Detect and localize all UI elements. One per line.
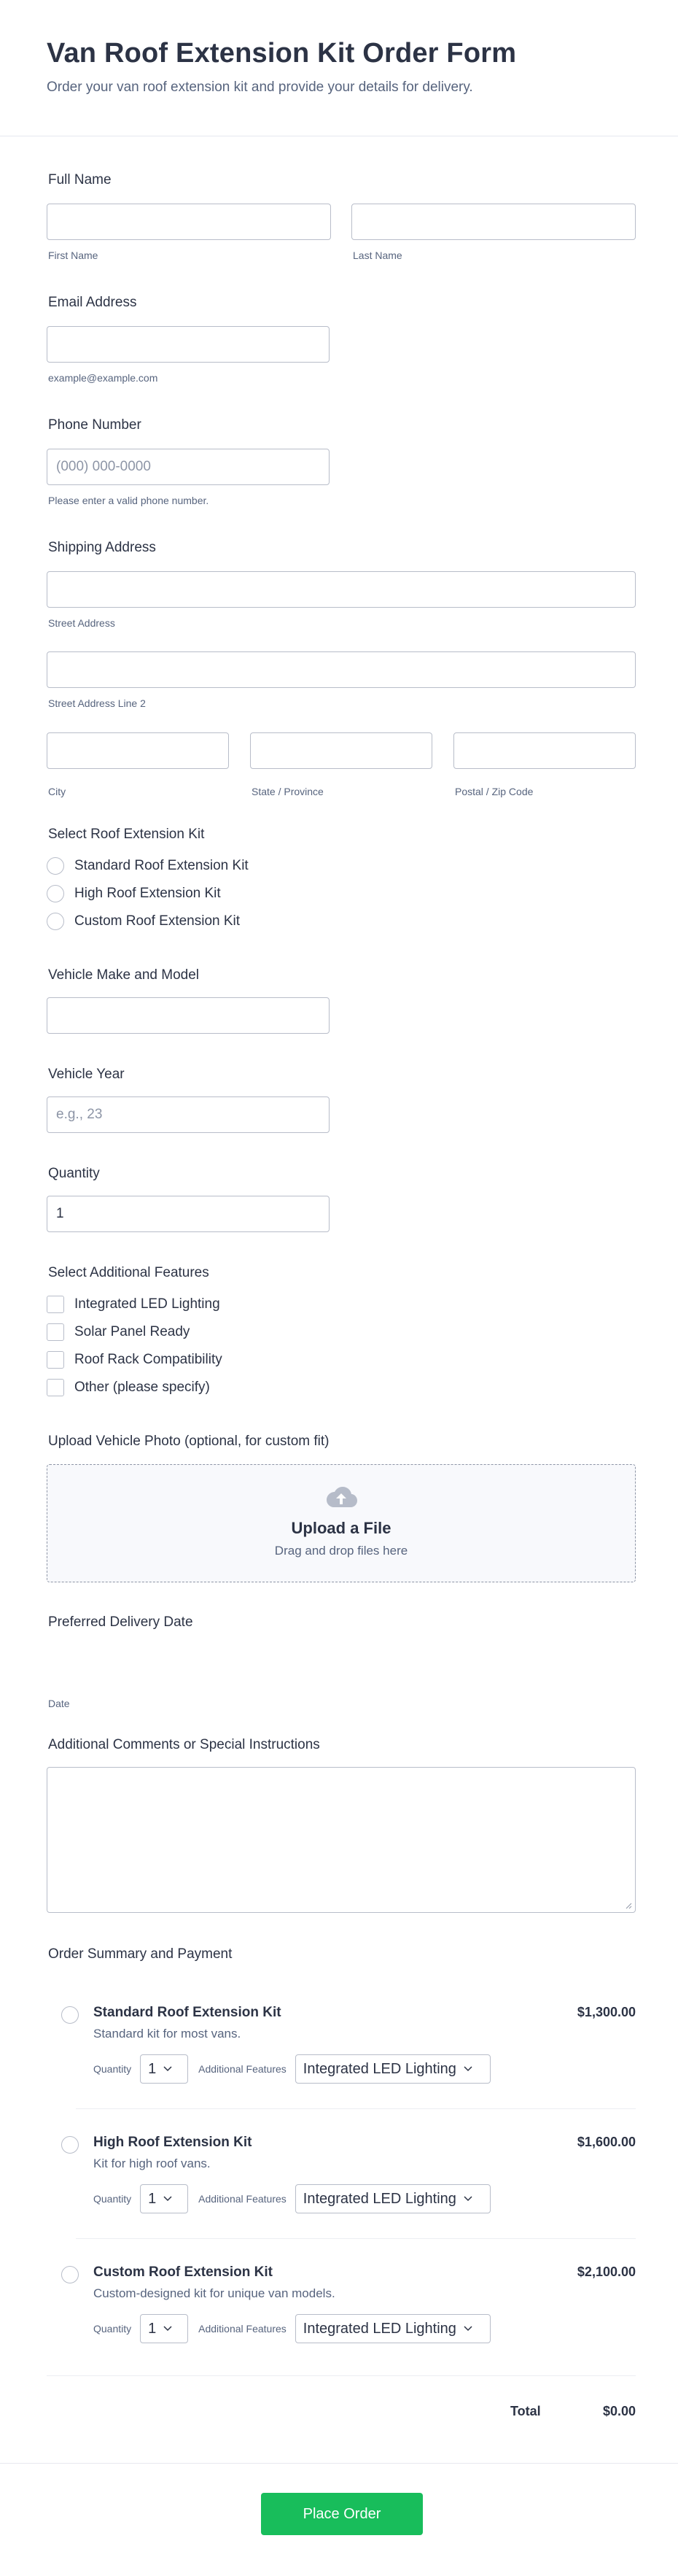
- product-feature-select[interactable]: Integrated LED Lighting: [295, 2314, 491, 2343]
- last-name-sublabel: Last Name: [353, 250, 402, 261]
- product-radio[interactable]: [61, 2006, 79, 2024]
- product-feature-select[interactable]: Integrated LED Lighting: [295, 2184, 491, 2213]
- quantity-option-label: Quantity: [93, 2323, 132, 2335]
- chevron-down-icon: [464, 2066, 472, 2072]
- checkbox[interactable]: [47, 1323, 64, 1341]
- features-option-label: Additional Features: [198, 2323, 287, 2335]
- features-label: Select Additional Features: [48, 1265, 209, 1280]
- product-options: [93, 2314, 491, 2343]
- last-name-input[interactable]: [351, 204, 636, 240]
- total-label: Total: [510, 2404, 541, 2418]
- page-subtitle: Order your van roof extension kit and provide your details for delivery.: [47, 80, 473, 95]
- feature-option-led[interactable]: Integrated LED Lighting: [47, 1291, 222, 1318]
- chevron-down-icon: [464, 2196, 472, 2202]
- radio-circle[interactable]: [47, 913, 64, 930]
- summary-divider: [47, 2375, 636, 2376]
- full-name-label: Full Name: [48, 172, 112, 187]
- cloud-upload-icon: [324, 1484, 359, 1510]
- product-name: Custom Roof Extension Kit: [93, 2264, 273, 2280]
- features-option-label: Additional Features: [198, 2193, 287, 2205]
- delivery-date-label: Preferred Delivery Date: [48, 1614, 193, 1630]
- upload-subtitle: Drag and drop files here: [274, 1544, 408, 1558]
- kit-option-custom[interactable]: Custom Roof Extension Kit: [47, 908, 249, 935]
- phone-label: Phone Number: [48, 417, 141, 433]
- product-radio[interactable]: [61, 2266, 79, 2283]
- vehicle-year-label: Vehicle Year: [48, 1067, 125, 1082]
- product-quantity-select[interactable]: 1: [140, 2184, 188, 2213]
- product-price: $2,100.00: [577, 2264, 636, 2279]
- chevron-down-icon: [464, 2326, 472, 2332]
- feature-option-solar[interactable]: Solar Panel Ready: [47, 1318, 222, 1346]
- email-sublabel: example@example.com: [48, 372, 158, 384]
- upload-label: Upload Vehicle Photo (optional, for custom fit): [48, 1434, 330, 1449]
- page-title: Van Roof Extension Kit Order Form: [47, 38, 517, 69]
- feature-option-other[interactable]: Other (please specify): [47, 1374, 222, 1401]
- email-input[interactable]: [47, 326, 330, 363]
- quantity-input[interactable]: 1: [47, 1196, 330, 1232]
- zip-input[interactable]: [453, 732, 636, 769]
- comments-label: Additional Comments or Special Instructions: [48, 1737, 320, 1752]
- upload-title: Upload a File: [291, 1519, 391, 1537]
- form-header: [0, 0, 678, 136]
- product-price: $1,600.00: [577, 2135, 636, 2149]
- vehicle-label: Vehicle Make and Model: [48, 967, 200, 983]
- form-footer: [0, 2463, 678, 2576]
- delivery-date-sublabel: Date: [48, 1698, 70, 1709]
- product-quantity-select[interactable]: 1: [140, 2054, 188, 2084]
- kit-radio-group: [47, 852, 249, 935]
- product-divider: [76, 2108, 636, 2109]
- radio-circle[interactable]: [47, 857, 64, 875]
- product-name: High Roof Extension Kit: [93, 2135, 252, 2150]
- checkbox[interactable]: [47, 1379, 64, 1396]
- total-value: $0.00: [602, 2404, 636, 2418]
- resize-grip-icon[interactable]: [625, 1902, 632, 1909]
- product-options: [93, 2184, 491, 2213]
- zip-sublabel: Postal / Zip Code: [455, 786, 534, 797]
- product-price: $1,300.00: [577, 2005, 636, 2019]
- vehicle-year-input[interactable]: e.g., 23: [47, 1096, 330, 1133]
- phone-input[interactable]: (000) 000-0000: [47, 449, 330, 485]
- kit-option-standard[interactable]: Standard Roof Extension Kit: [47, 852, 249, 880]
- street-address-line2-sublabel: Street Address Line 2: [48, 697, 146, 709]
- product-quantity-select[interactable]: 1: [140, 2314, 188, 2343]
- city-input[interactable]: [47, 732, 229, 769]
- features-option-label: Additional Features: [198, 2063, 287, 2075]
- chevron-down-icon: [163, 2066, 172, 2072]
- product-divider: [76, 2238, 636, 2239]
- city-sublabel: City: [48, 786, 66, 797]
- chevron-down-icon: [163, 2326, 172, 2332]
- product-description: Custom-designed kit for unique van models.: [93, 2286, 335, 2300]
- street-address-line2-input[interactable]: [47, 651, 636, 688]
- order-total-row: [47, 2399, 636, 2426]
- state-sublabel: State / Province: [252, 786, 324, 797]
- checkbox[interactable]: [47, 1296, 64, 1313]
- first-name-sublabel: First Name: [48, 250, 98, 261]
- checkbox[interactable]: [47, 1351, 64, 1369]
- product-description: Standard kit for most vans.: [93, 2027, 241, 2041]
- street-address-sublabel: Street Address: [48, 617, 115, 629]
- first-name-input[interactable]: [47, 204, 331, 240]
- place-order-button[interactable]: Place Order: [261, 2493, 423, 2535]
- quantity-option-label: Quantity: [93, 2063, 132, 2075]
- email-label: Email Address: [48, 295, 137, 310]
- chevron-down-icon: [163, 2196, 172, 2202]
- comments-textarea[interactable]: [47, 1767, 636, 1913]
- product-description: Kit for high roof vans.: [93, 2157, 211, 2170]
- order-summary-label: Order Summary and Payment: [48, 1946, 233, 1962]
- shipping-address-label: Shipping Address: [48, 540, 156, 555]
- feature-option-rack[interactable]: Roof Rack Compatibility: [47, 1346, 222, 1374]
- radio-circle[interactable]: [47, 885, 64, 902]
- phone-sublabel: Please enter a valid phone number.: [48, 495, 209, 506]
- product-name: Standard Roof Extension Kit: [93, 2005, 281, 2020]
- kit-select-label: Select Roof Extension Kit: [48, 827, 205, 842]
- product-feature-select[interactable]: Integrated LED Lighting: [295, 2054, 491, 2084]
- quantity-option-label: Quantity: [93, 2193, 132, 2205]
- product-options: [93, 2054, 491, 2084]
- kit-option-high[interactable]: High Roof Extension Kit: [47, 880, 249, 908]
- vehicle-input[interactable]: [47, 997, 330, 1034]
- state-input[interactable]: [250, 732, 432, 769]
- product-radio[interactable]: [61, 2136, 79, 2154]
- quantity-label: Quantity: [48, 1166, 100, 1181]
- street-address-input[interactable]: [47, 571, 636, 608]
- features-checkbox-group: [47, 1291, 222, 1401]
- file-upload-dropzone[interactable]: [47, 1464, 636, 1582]
